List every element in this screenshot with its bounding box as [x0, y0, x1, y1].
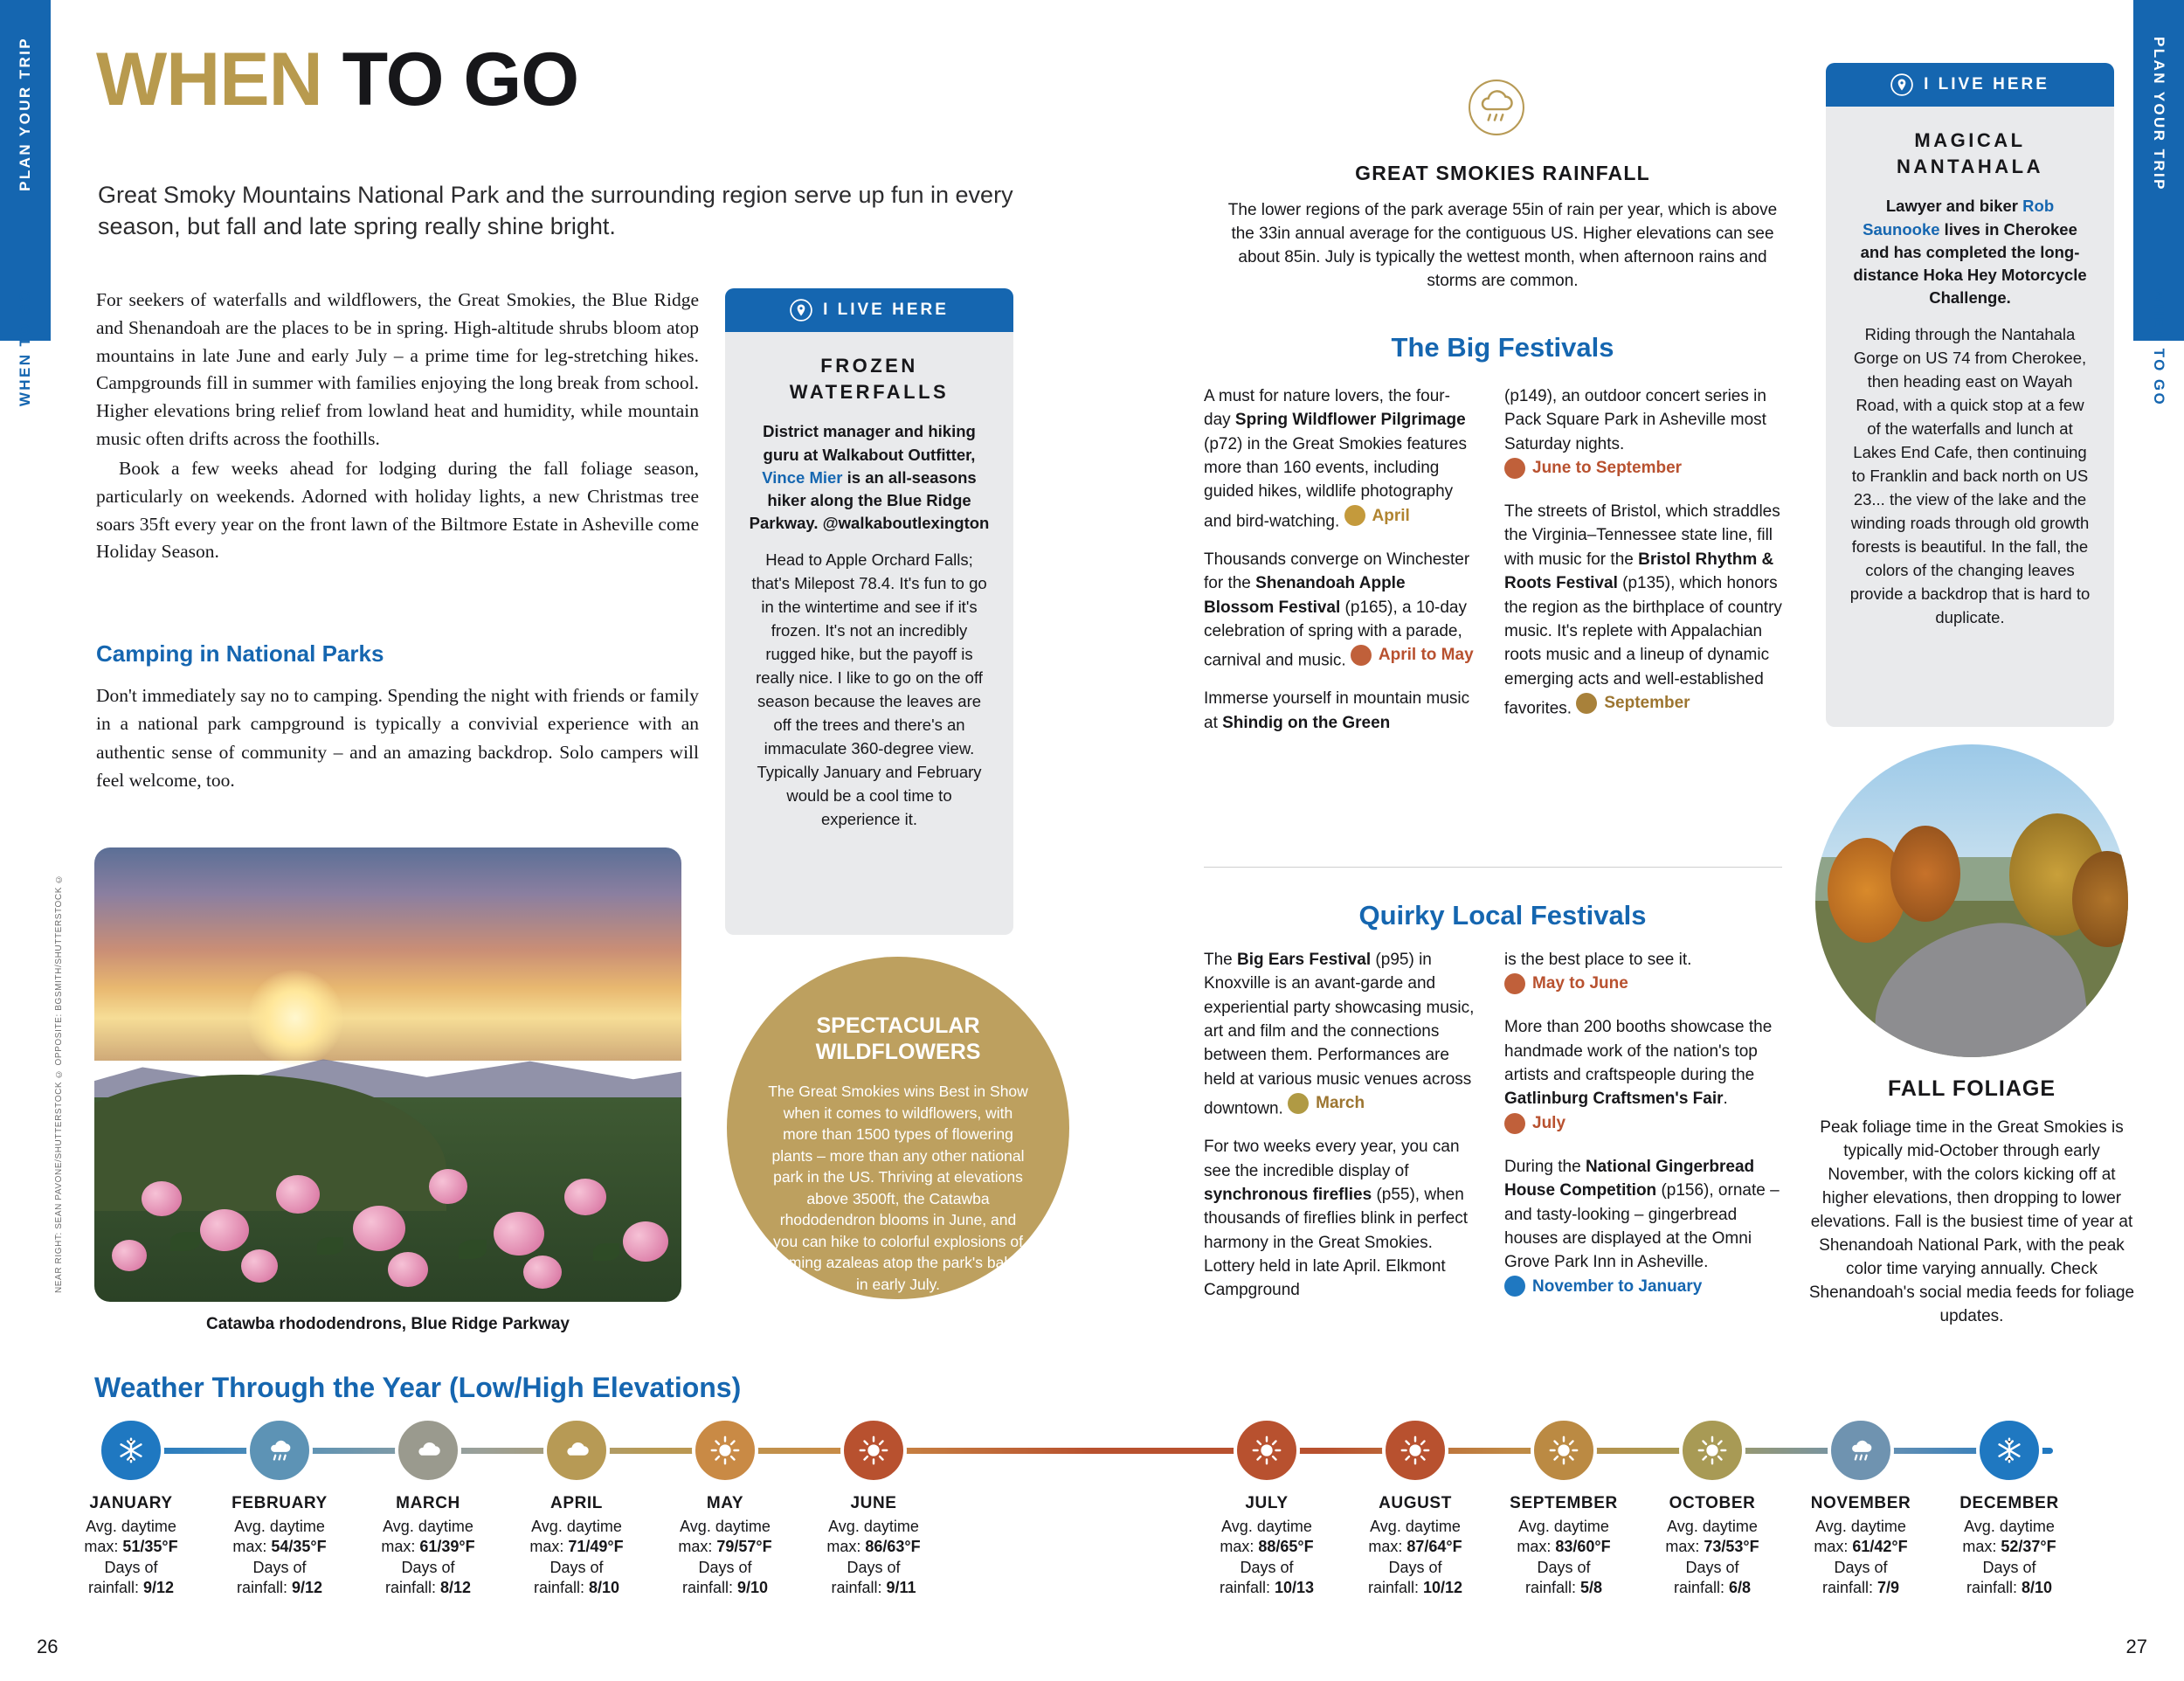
month-name: MAY: [706, 1494, 744, 1512]
month-max-temp: Avg. daytime max: 83/60°F: [1517, 1518, 1611, 1556]
left-tab-section-label: WHEN TO GO: [17, 288, 33, 407]
month-name: DECEMBER: [1959, 1494, 2059, 1512]
frozen-title: FROZEN WATERFALLS: [789, 355, 950, 403]
weather-icon: [1234, 1417, 1300, 1484]
weather-icon: [1679, 1417, 1745, 1484]
quirky-festivals-title: Quirky Local Festivals: [1358, 900, 1647, 930]
season-icon: [1504, 1276, 1525, 1297]
rainfall-title: GREAT SMOKIES RAINFALL: [1355, 162, 1650, 184]
season-label: November to January: [1532, 1276, 1703, 1296]
camping-text: Don't immediately say no to camping. Spending the night with friends or family in a national park campground is typically a convivial experience with an authentic sense of community – and an amazing backdrop. Solo campers will feel welcome, too.: [96, 685, 699, 791]
season-label: April to May: [1378, 646, 1474, 665]
weather-month: [1485, 1417, 1642, 1599]
weather-icon: [543, 1417, 610, 1484]
month-max-temp: Avg. daytime max: 61/39°F: [381, 1518, 475, 1556]
festival-name: Shenandoah Apple Blossom Festival: [1204, 574, 1406, 617]
festival-item: [1504, 1155, 1782, 1304]
section-divider: [1204, 867, 1782, 868]
weather-month: [1188, 1417, 1345, 1599]
season-icon: [1344, 505, 1365, 526]
month-max-temp: Avg. daytime max: 51/35°F: [84, 1518, 178, 1556]
festival-item: [1504, 384, 1782, 486]
rhododendron-photo: [94, 847, 681, 1302]
i-live-here-header: [725, 288, 1013, 332]
month-name: SEPTEMBER: [1510, 1494, 1618, 1512]
weather-icon: [1531, 1417, 1597, 1484]
festival-item: [1204, 687, 1475, 735]
festival-text: Immerse yourself in mountain music at: [1204, 689, 1470, 732]
standfirst: Great Smoky Mountains National Park and the surrounding region serve up fun in every season, but fall and late spring really shine bright.: [98, 182, 1013, 240]
month-name: JANUARY: [89, 1494, 173, 1512]
page-number-right: 27: [2125, 1636, 2147, 1657]
season-label: March: [1316, 1094, 1365, 1113]
camping-subhead: Camping in National Parks: [96, 640, 384, 667]
nantahala-lede-pre: Lawyer and biker: [1885, 197, 2023, 216]
festival-name: Shindig on the Green: [1222, 713, 1391, 732]
weather-icon: [98, 1417, 164, 1484]
i-live-here-label-2: I LIVE HERE: [1924, 75, 2049, 93]
month-max-temp: Avg. daytime max: 71/49°F: [529, 1518, 624, 1556]
month-max-temp: Avg. daytime max: 87/64°F: [1368, 1518, 1462, 1556]
season-icon: [1351, 645, 1372, 666]
right-tab-section-label: WHEN TO GO: [2151, 288, 2167, 407]
season-icon: [1576, 693, 1597, 714]
foliage-title: FALL FOLIAGE: [1887, 1076, 2056, 1101]
weather-icon: [840, 1417, 907, 1484]
festival-text-2: (p165), a 10-day celebration of spring with a parade, carnival and music.: [1204, 598, 1467, 670]
frozen-lede-name: Vince Mier: [762, 467, 843, 487]
intro-paragraph-1: For seekers of waterfalls and wildflowers, the Great Smokies, the Blue Ridge and Shenandoah are the places to be in spring. High-altitude shrubs bloom atop mountains in late June and early July – a prime time for leg-stretching hikes. Campgrounds fill in summer with families enjoying the long break from school. Higher elevations bring relief from lowland heat and humidity, while mountain music often drifts across the foothills.: [96, 289, 699, 450]
festival-name: Gatlinburg Craftsmen's Fair: [1504, 1090, 1724, 1109]
season-icon: [1504, 1113, 1525, 1134]
season-icon: [1504, 458, 1525, 479]
month-max-temp: Avg. daytime max: 88/65°F: [1220, 1518, 1314, 1556]
month-rain-days: Days of rainfall: 9/12: [87, 1558, 175, 1597]
month-max-temp: Avg. daytime max: 86/63°F: [826, 1518, 921, 1556]
page-title: [96, 38, 579, 121]
weather-month: [349, 1417, 507, 1599]
left-tab-plan-label: PLAN YOUR TRIP: [17, 37, 33, 191]
foliage-tree: [1890, 826, 1960, 922]
festival-text: (p149), an outdoor concert series in Pack Square Park in Asheville most Saturday nights.: [1504, 387, 1766, 453]
festival-text-2: (p72) in the Great Smokies features more than 160 events, including guided hikes, wildlife photography and bird-watching.: [1204, 434, 1467, 531]
month-name: MARCH: [396, 1494, 460, 1512]
month-rain-days: Days of rainfall: 10/13: [1219, 1558, 1315, 1597]
festival-name: Bristol Rhythm & Roots Festival: [1504, 550, 1774, 593]
weather-month: [1782, 1417, 1939, 1599]
season-label: June to September: [1532, 459, 1683, 478]
photo-flowers: [94, 1147, 681, 1302]
month-max-temp: Avg. daytime max: 79/57°F: [678, 1518, 772, 1556]
month-name: NOVEMBER: [1810, 1494, 1911, 1512]
month-rain-days: Days of rainfall: 8/12: [384, 1558, 472, 1597]
i-live-here-label: I LIVE HERE: [823, 301, 949, 319]
weather-section-title: Weather Through the Year (Low/High Elevations): [94, 1372, 742, 1403]
weather-month: [1931, 1417, 2088, 1599]
season-label: April: [1372, 506, 1410, 525]
intro-text: [96, 287, 699, 566]
festival-text-2: (p95) in Knoxville is an avant-garde and experiential party showcasing music, art and film and the connections between them. Performances are held at various music venues across downtown.: [1204, 951, 1475, 1118]
month-max-temp: Avg. daytime max: 61/42°F: [1814, 1518, 1908, 1556]
frozen-body: Head to Apple Orchard Falls; that's Milepost 78.4. It's fun to go in the wintertime and see if it's frozen. It's not an incredibly rugged hike, but the payoff is really nice. I like to go on the off season because the leaves are off the trees and there's an immaculate 360-degree view. Typically January and February would be a cool time to experience it.: [751, 550, 987, 828]
weather-icon: [246, 1417, 313, 1484]
festival-item: [1204, 548, 1475, 673]
festival-name: Spring Wildflower Pilgrimage: [1234, 411, 1466, 430]
weather-month: [201, 1417, 358, 1599]
month-rain-days: Days of rainfall: 8/10: [1966, 1558, 2053, 1597]
nantahala-lede-post: lives in Cherokee and has completed the long-distance Hoka Hey Motorcycle Challenge.: [1853, 219, 2087, 308]
festival-item: [1204, 384, 1475, 534]
festival-name: Big Ears Festival: [1237, 951, 1372, 969]
i-live-here-nantahala: [1826, 63, 2114, 727]
rainfall-body: The lower regions of the park average 55in of rain per year, which is above the 33in annual average for the contiguous US. Higher elevations can see about 85in. July is typically the wettest month, when afternoon rains and storms are common.: [1227, 201, 1778, 290]
location-pin-icon: [1890, 73, 1913, 96]
weather-month: [498, 1417, 655, 1599]
frozen-lede: [748, 420, 991, 535]
left-side-tab: [0, 0, 51, 1681]
festival-text: A must for nature lovers, the four-day: [1204, 387, 1450, 430]
festival-text-2: (p135), which honors the region as the birthplace of country music. It's replete with Appalachian roots music and a lineup of dynamic emerging acts and well-established favorites.: [1504, 574, 1782, 718]
month-rain-days: Days of rainfall: 9/12: [236, 1558, 323, 1597]
festival-text-2: .: [1723, 1090, 1728, 1109]
frozen-lede-post: is an all-seasons hiker along the Blue Ridge Parkway. @walkaboutlexington: [749, 467, 990, 533]
festival-item: [1204, 1135, 1475, 1303]
weather-icon: [395, 1417, 461, 1484]
festival-text: During the: [1504, 1157, 1586, 1176]
month-max-temp: Avg. daytime max: 54/35°F: [232, 1518, 327, 1556]
photo-sky: [94, 847, 681, 1061]
intro-paragraph-2: Book a few weeks ahead for lodging during the fall foliage season, particularly on weekends. Adorned with holiday lights, a new Christmas tree soars 35ft every year on the front lawn of the Biltmore Estate in Asheville come Holiday Season.: [96, 457, 699, 563]
photo-sun: [247, 970, 343, 1066]
weather-icon: [1382, 1417, 1448, 1484]
quirky-column-2: [1504, 948, 1782, 1318]
month-name: OCTOBER: [1669, 1494, 1756, 1512]
frozen-lede-pre: District manager and hiking guru at Walkabout Outfitter,: [763, 422, 976, 464]
rain-cloud-icon: [1468, 79, 1525, 136]
month-rain-days: Days of rainfall: 8/10: [533, 1558, 620, 1597]
month-rain-days: Days of rainfall: 7/9: [1821, 1558, 1900, 1597]
photo-caption: Catawba rhododendrons, Blue Ridge Parkway: [206, 1315, 570, 1333]
right-side-tab: [2133, 0, 2184, 1681]
fall-foliage-photo: [1815, 744, 2128, 1057]
weather-month: [1634, 1417, 1791, 1599]
month-name: AUGUST: [1379, 1494, 1452, 1512]
season-icon: [1288, 1093, 1309, 1114]
month-name: JUNE: [850, 1494, 897, 1512]
festival-text: is the best place to see it.: [1504, 951, 1692, 969]
month-rain-days: Days of rainfall: 6/8: [1673, 1558, 1752, 1597]
season-label: September: [1604, 693, 1690, 712]
month-rain-days: Days of rainfall: 10/12: [1367, 1558, 1463, 1597]
festival-item: [1504, 500, 1782, 721]
festival-text: The streets of Bristol, which straddles the Virginia–Tennessee state line, fill with music for the: [1504, 502, 1780, 569]
festival-name: synchronous fireflies: [1204, 1185, 1372, 1204]
festival-name: National Gingerbread House Competition: [1504, 1157, 1755, 1200]
big-festivals-column-1: [1204, 384, 1475, 749]
i-live-here-frozen-waterfalls: [725, 288, 1013, 935]
weather-icon: [1828, 1417, 1894, 1484]
month-name: APRIL: [550, 1494, 603, 1512]
page-number-left: 26: [37, 1636, 59, 1657]
month-rain-days: Days of rainfall: 9/11: [831, 1558, 916, 1597]
i-live-here-header-2: [1826, 63, 2114, 107]
month-max-temp: Avg. daytime max: 73/53°F: [1665, 1518, 1759, 1556]
spectacular-wildflowers-callout: [727, 957, 1069, 1299]
foliage-body: Peak foliage time in the Great Smokies is typically mid-October through early November, with the colors kicking off at higher elevations, then dropping to lower elevations. Fall is the busiest time of year at Shenandoah National Park, with the peak color time varying annually. Check Shenandoah's social media feeds for foliage updates.: [1808, 1118, 2135, 1325]
nantahala-body: Riding through the Nantahala Gorge on US 74 from Cherokee, then heading east on Wayah Road, with a quick stop at a few of the waterfalls and lunch at Lakes End Cafe, then continuing to Franklin and back north on US 23... the view of the lake and the winding roads through old growth forests is beautiful. In the fall, the colors of the changing leaves provide a backdrop that is hard to duplicate.: [1849, 324, 2091, 626]
month-rain-days: Days of rainfall: 9/10: [681, 1558, 769, 1597]
nantahala-lede: [1849, 195, 2091, 309]
quirky-column-1: [1204, 948, 1475, 1317]
big-festivals-title: The Big Festivals: [1391, 332, 1614, 363]
season-icon: [1504, 973, 1525, 994]
nantahala-title: MAGICAL NANTAHALA: [1897, 129, 2043, 177]
month-name: JULY: [1245, 1494, 1289, 1512]
right-tab-plan-label: PLAN YOUR TRIP: [2151, 37, 2167, 191]
weather-icon: [1976, 1417, 2042, 1484]
page-title-dark: TO GO: [342, 38, 579, 121]
festival-text: More than 200 booths showcase the handmade work of the nation's top artists and craftspeople during the: [1504, 1018, 1773, 1085]
season-label: July: [1532, 1113, 1566, 1132]
photo-credit: NEAR RIGHT: SEAN PAVONE/SHUTTERSTOCK © OPPOSITE: BGSMITH/SHUTTERSTOCK ©: [54, 874, 64, 1294]
weather-month: [646, 1417, 804, 1599]
festival-text: Thousands converge on Winchester for the: [1204, 550, 1470, 593]
weather-month: [52, 1417, 210, 1599]
festival-item: [1204, 948, 1475, 1121]
month-max-temp: Avg. daytime max: 52/37°F: [1962, 1518, 2056, 1556]
festival-text: The: [1204, 951, 1238, 969]
weather-month: [795, 1417, 952, 1599]
festival-item: [1504, 948, 1782, 1001]
festival-item: [1504, 1015, 1782, 1140]
month-rain-days: Days of rainfall: 5/8: [1524, 1558, 1603, 1597]
festival-text: For two weeks every year, you can see the incredible display of: [1204, 1138, 1460, 1180]
weather-month: [1337, 1417, 1494, 1599]
wildflowers-title: SPECTACULAR WILDFLOWERS: [815, 1013, 981, 1064]
season-label: May to June: [1532, 974, 1628, 993]
location-pin-icon: [790, 299, 812, 322]
big-festivals-column-2: [1504, 384, 1782, 735]
weather-icon: [692, 1417, 758, 1484]
month-name: FEBRUARY: [232, 1494, 328, 1512]
festival-text-2: (p156), ornate – and tasty-looking – gingerbread houses are displayed at the Omni Grove Park Inn in Asheville.: [1504, 1181, 1780, 1272]
wildflowers-body: The Great Smokies wins Best in Show when it comes to wildflowers, with more than 1500 types of flowering plants – more than any other national park in the US. Thriving at elevations above 3500ft, the Catawba rhododendron blooms in June, and you can hike to colorful explosions of flaming azaleas atop the park's balds in early July.: [768, 1083, 1028, 1293]
page-title-gold: WHEN: [96, 38, 342, 121]
nantahala-lede-name: Rob Saunooke: [1863, 197, 2055, 239]
festival-text-2: (p55), when thousands of fireflies blink in perfect harmony in the Great Smokies. Lottery held in late April. Elkmont Campground: [1204, 1185, 1469, 1300]
